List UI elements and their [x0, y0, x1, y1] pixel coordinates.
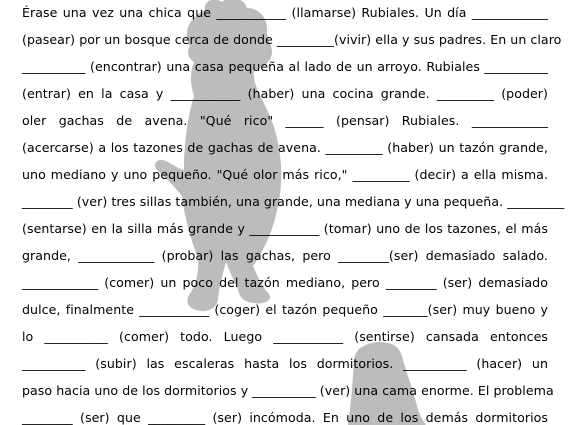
text-line-11: ____________ (comer) un poco del tazón mediano, pero ________ (ser) demasiado — [22, 275, 548, 290]
text-line-3: __________ (encontrar) una casa pequeña al lado de un arroyo. Rubiales __________ — [22, 59, 548, 74]
text-line-14: __________ (subir) las escaleras hasta los dormitorios. __________ (hacer) un — [22, 356, 548, 371]
text-line-8: ________ (ver) tres sillas también, una grande, una mediana y una pequeña. _________ — [22, 194, 565, 209]
text-line-10: grande, ____________ (probar) las gachas, pero ________(ser) demasiado salado. — [22, 248, 548, 263]
text-line-15: paso hacia uno de los dormitorios y __________ (ver) una cama enorme. El problema — [22, 383, 554, 398]
text-line-16: ________ (ser) que _________ (ser) incómoda. En uno de los demás dormitorios — [22, 410, 548, 425]
text-line-9: (sentarse) en la silla más grande y ___________ (tomar) uno de los tazones, el más — [22, 221, 548, 236]
text-line-7: uno mediano y uno pequeño. "Qué olor más rico," _________ (decir) a ella misma. — [22, 167, 548, 182]
text-line-2: (pasear) por un bosque cerca de donde _________(vivir) ella y sus padres. En un claro — [22, 32, 562, 47]
text-line-12: dulce, finalmente ___________ (coger) el tazón pequeño _______(ser) muy bueno y — [22, 302, 548, 317]
text-line-13: lo __________ (comer) todo. Luego ___________ (sentirse) cansada entonces — [22, 329, 548, 344]
text-line-5: oler gachas de avena. "Qué rico" ______ (pensar) Rubiales. ____________ — [22, 113, 548, 128]
text-line-4: (entrar) en la casa y ___________ (haber) una cocina grande. _________ (poder) — [22, 86, 548, 101]
text-line-1: Érase una vez una chica que ___________ (llamarse) Rubiales. Un día ____________ — [22, 5, 548, 20]
text-line-6: (acercarse) a los tazones de gachas de avena. _________ (haber) un tazón grande, — [22, 140, 548, 155]
